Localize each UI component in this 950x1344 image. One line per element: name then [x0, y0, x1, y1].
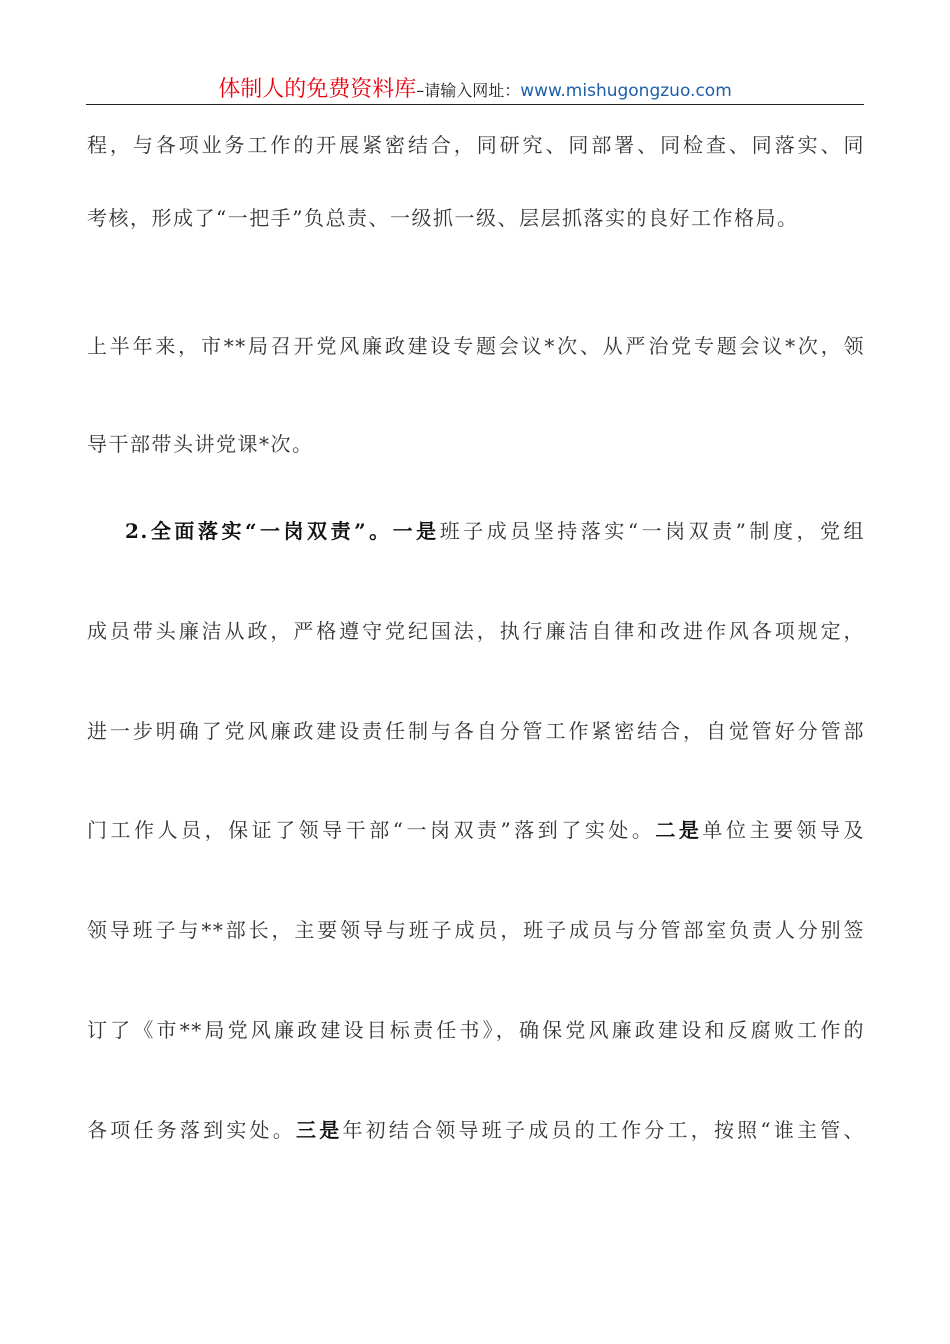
site-url-link[interactable]: www.mishugongzuo.com [520, 81, 732, 101]
text-segment: 领导班子与**部长，主要领导与班子成员，班子成员与分管部室负责人分别签 [87, 918, 865, 942]
site-header-banner [86, 72, 864, 105]
text-segment: 各项任务落到实处。 [87, 1118, 296, 1142]
text-segment: 程，与各项业务工作的开展紧密结合，同研究、同部署、同检查、同落实、同 [87, 133, 865, 157]
point-marker: 一是 [392, 519, 440, 543]
text-line [87, 430, 865, 458]
section-heading: 2.全面落实“一岗双责”。 [125, 519, 393, 543]
point-marker: 二是 [655, 818, 703, 842]
point-marker: 三是 [295, 1118, 343, 1142]
text-line [87, 717, 865, 745]
text-segment: 订了《市**局党风廉政建设目标责任书》，确保党风廉政建设和反腐败工作的 [87, 1018, 865, 1042]
text-segment: 上半年来，市**局召开党风廉政建设专题会议*次、从严治党专题会议*次，领 [87, 334, 865, 358]
text-line [87, 204, 865, 232]
text-segment: 成员带头廉洁从政，严格遵守党纪国法，执行廉洁自律和改进作风各项规定， [87, 619, 865, 643]
text-line [87, 1016, 865, 1044]
text-segment: 考核，形成了“一把手”负总责、一级抓一级、层层抓落实的良好工作格局。 [87, 206, 799, 230]
text-segment: 年初结合领导班子成员的工作分工，按照“谁主管、 [342, 1118, 866, 1142]
text-line [87, 816, 865, 844]
text-line [87, 916, 865, 944]
text-line [87, 617, 865, 645]
url-prompt: –请输入网址： [416, 81, 521, 100]
text-segment: 门工作人员，保证了领导干部“一岗双责”落到了实处。 [87, 818, 656, 842]
text-segment: 导干部带头讲党课*次。 [87, 432, 314, 456]
text-line [87, 332, 865, 360]
site-brand: 体制人的免费资料库 [218, 77, 417, 102]
text-line [87, 131, 865, 159]
paragraph-first-line [125, 517, 865, 545]
text-segment: 班子成员坚持落实“一岗双责”制度，党组 [439, 519, 866, 543]
text-segment: 单位主要领导及 [702, 818, 866, 842]
text-segment: 进一步明确了党风廉政建设责任制与各自分管工作紧密结合，自觉管好分管部 [87, 719, 865, 743]
text-line [87, 1116, 865, 1144]
